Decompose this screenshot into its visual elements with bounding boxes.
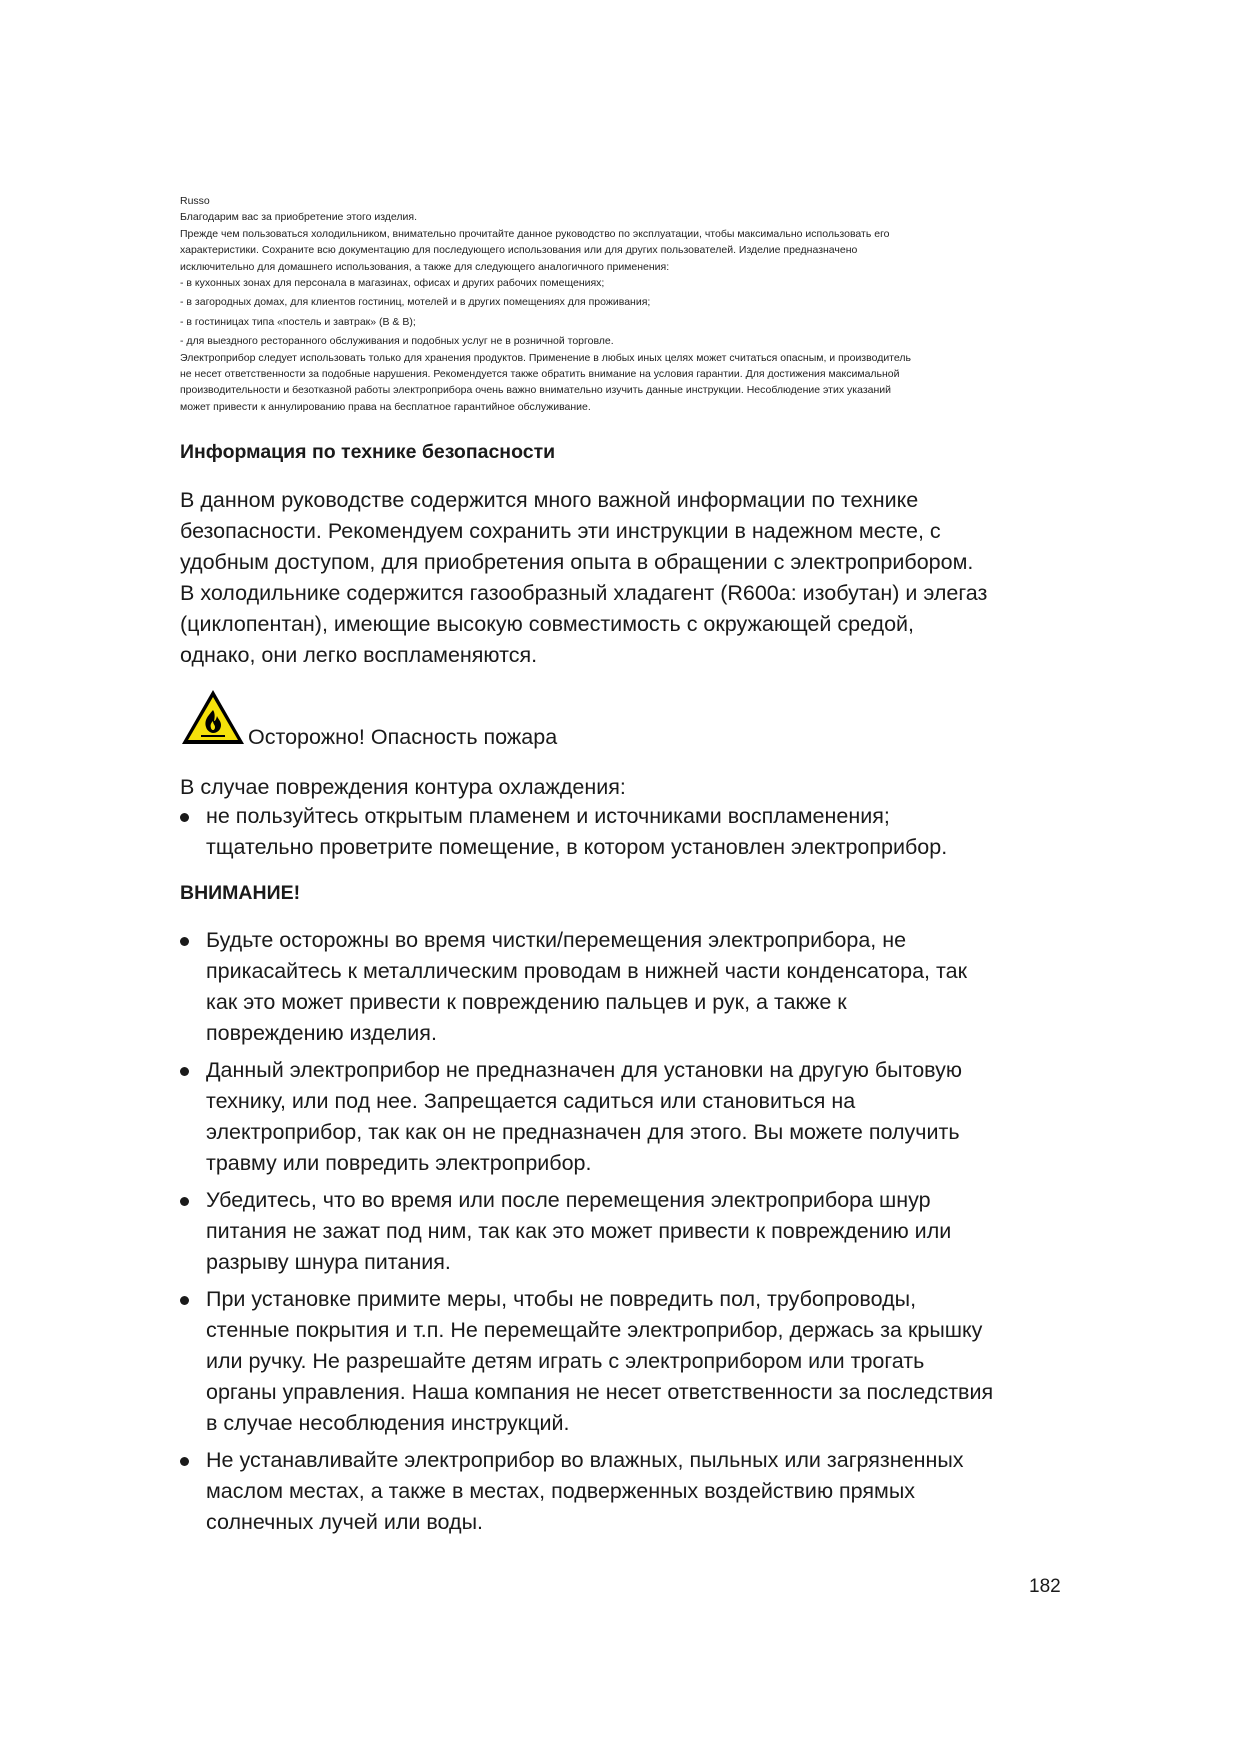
bullet-line: Убедитесь, что во время или после перемещения электроприбора шнур <box>206 1188 931 1212</box>
safety-line: однако, они легко воспламеняются. <box>180 643 538 667</box>
fire-hazard-warning-icon <box>180 688 246 746</box>
safety-line: удобным доступом, для приобретения опыта в обращении с электроприбором. <box>180 550 974 574</box>
bullet-dot <box>180 1296 189 1305</box>
bullet-line: При установке примите меры, чтобы не повредить пол, трубопроводы, <box>206 1287 917 1311</box>
bullet-line: Не устанавливайте электроприбор во влажных, пыльных или загрязненных <box>206 1448 964 1472</box>
intro-line: - в загородных домах, для клиентов гостиниц, мотелей и в других помещениях для проживания; <box>180 296 651 309</box>
intro-line: характеристики. Сохраните всю документацию для последующего использования или для других пользователей. Изделие предназначено <box>180 244 858 257</box>
intro-line: исключительно для домашнего использования, а также для следующего аналогичного применения: <box>180 260 670 273</box>
intro-line: может привести к аннулированию права на бесплатное гарантийное обслуживание. <box>180 400 591 413</box>
circuit-bullet-list <box>180 801 1080 863</box>
attention-bullet-list <box>180 925 1080 1544</box>
list-item <box>180 1445 1080 1538</box>
intro-line: производительности и безотказной работы электроприбора очень важно внимательно изучить данные инструкции. Несоблюдение этих указаний <box>180 384 892 397</box>
bullet-line: прикасайтесь к металлическим проводам в нижней части конденсатора, так <box>206 959 967 983</box>
attention-heading: ВНИМАНИЕ! <box>180 882 301 904</box>
list-item <box>180 1185 1080 1278</box>
safety-line: безопасности. Рекомендуем сохранить эти инструкции в надежном месте, с <box>180 519 941 543</box>
bullet-line: технику, или под нее. Запрещается садиться или становиться на <box>206 1089 856 1113</box>
intro-line: - для выездного ресторанного обслуживания и подобных услуг не в розничной торговле. <box>180 335 614 348</box>
bullet-line: повреждению изделия. <box>206 1021 437 1045</box>
safety-line: В данном руководстве содержится много важной информации по технике <box>180 488 919 512</box>
bullet-dot <box>180 1067 189 1076</box>
bullet-line: солнечных лучей или воды. <box>206 1510 484 1534</box>
list-item <box>180 1055 1080 1179</box>
intro-line: Russo <box>180 195 210 207</box>
bullet-line: не пользуйтесь открытым пламенем и источниками воспламенения; <box>206 804 890 828</box>
bullet-line: Данный электроприбор не предназначен для установки на другую бытовую <box>206 1058 962 1082</box>
bullet-dot <box>180 813 189 822</box>
list-item <box>180 801 1080 863</box>
bullet-line: тщательно проветрите помещение, в котором установлен электроприбор. <box>206 835 948 859</box>
page-number: 182 <box>1029 1576 1061 1597</box>
intro-line: не несет ответственности за подобные нарушения. Рекомендуется также обратить внимание на условия гарантии. Для достижения максимальной <box>180 368 900 381</box>
safety-paragraph <box>180 485 1080 671</box>
intro-line: - в гостиницах типа «постель и завтрак» (B & B); <box>180 315 416 328</box>
safety-heading: Информация по технике безопасности <box>180 441 556 463</box>
bullet-line: маслом местах, а также в местах, подверженных воздействию прямых <box>206 1479 916 1503</box>
intro-line: Прежде чем пользоваться холодильником, внимательно прочитайте данное руководство по эксплуатации, чтобы максимально использовать его <box>180 227 890 240</box>
intro-line: - в кухонных зонах для персонала в магазинах, офисах и других рабочих помещениях; <box>180 277 605 290</box>
safety-line: (циклопентан), имеющие высокую совместимость с окружающей средой, <box>180 612 915 636</box>
list-item <box>180 1284 1080 1439</box>
fire-warning <box>180 688 558 749</box>
bullet-line: органы управления. Наша компания не несет ответственности за последствия <box>206 1380 994 1404</box>
circuit-intro: В случае повреждения контура охлаждения: <box>180 775 626 799</box>
bullet-line: в случае несоблюдения инструкций. <box>206 1411 570 1435</box>
bullet-line: электроприбор, так как он не предназначен для этого. Вы можете получить <box>206 1120 960 1144</box>
bullet-dot <box>180 1197 189 1206</box>
intro-line: Электроприбор следует использовать только для хранения продуктов. Применение в любых иных целях может считаться опасным, и производитель <box>180 351 911 364</box>
bullet-line: стенные покрытия и т.п. Не перемещайте электроприбор, держась за крышку <box>206 1318 983 1342</box>
safety-line: В холодильнике содержится газообразный хладагент (R600a: изобутан) и элегаз <box>180 581 988 605</box>
bullet-line: или ручку. Не разрешайте детям играть с электроприбором или трогать <box>206 1349 925 1373</box>
bullet-dot <box>180 937 189 946</box>
bullet-line: как это может привести к повреждению пальцев и рук, а также к <box>206 990 847 1014</box>
bullet-line: разрыву шнура питания. <box>206 1250 451 1274</box>
list-item <box>180 925 1080 1049</box>
bullet-dot <box>180 1457 189 1466</box>
bullet-line: питания не зажат под ним, так как это может привести к повреждению или <box>206 1219 952 1243</box>
bullet-line: Будьте осторожны во время чистки/перемещения электроприбора, не <box>206 928 907 952</box>
fire-warning-label: Осторожно! Опасность пожара <box>248 725 558 749</box>
intro-line: Благодарим вас за приобретение этого изделия. <box>180 211 417 224</box>
bullet-line: травму или повредить электроприбор. <box>206 1151 592 1175</box>
intro-text <box>180 193 1060 415</box>
